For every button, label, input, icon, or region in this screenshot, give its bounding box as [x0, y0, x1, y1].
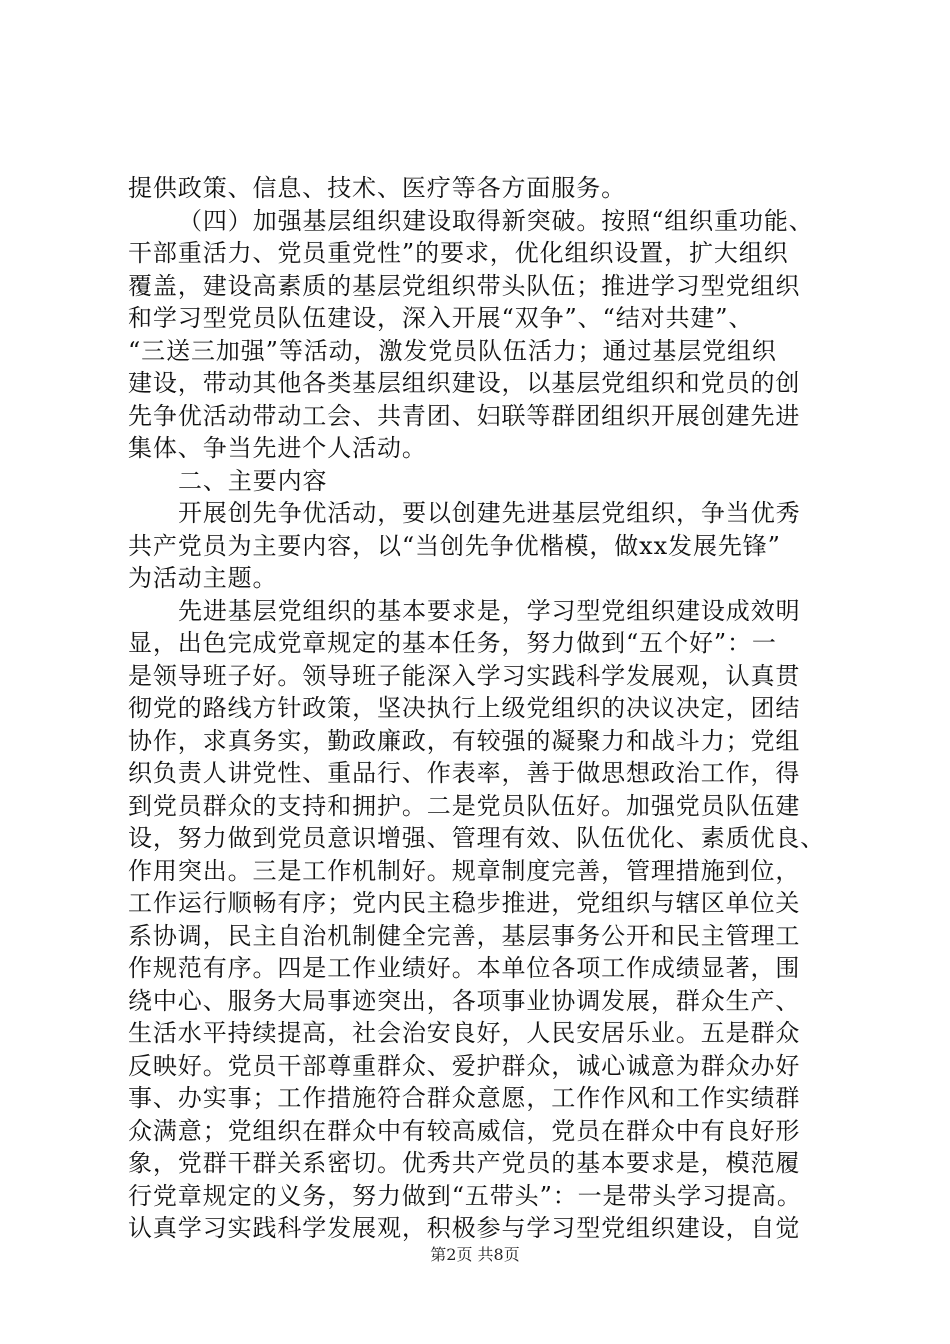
text-line: 作用突出。三是工作机制好。规章制度完善，管理措施到位，	[128, 856, 801, 885]
text-line: “三送三加强”等活动，激发党员队伍活力；通过基层党组织	[128, 336, 777, 365]
text-line: 事、办实事；工作措施符合群众意愿，工作作风和工作实绩群	[128, 1084, 801, 1112]
text-line: 二、主要内容	[178, 466, 328, 495]
text-line: 反映好。党员干部尊重群众、爱护群众，诚心诚意为群众办好	[128, 1051, 801, 1080]
text-line: 行党章规定的义务，努力做到“五带头”：一是带头学习提高。	[128, 1181, 802, 1210]
text-line: 织负责人讲党性、重品行、作表率，善于做思想政治工作，得	[128, 759, 801, 787]
text-line: 协作，求真务实，勤政廉政，有较强的凝聚力和战斗力；党组	[128, 726, 801, 755]
text-line: 绕中心、服务大局事迹突出，各项事业协调发展，群众生产、	[128, 986, 801, 1015]
text-line: 为活动主题。	[128, 564, 278, 592]
text-line: 共产党员为主要内容，以“当创先争优楷模，做xx发展先锋”	[128, 531, 781, 560]
text-line: 生活水平持续提高，社会治安良好，人民安居乐业。五是群众	[128, 1019, 801, 1047]
text-line: 众满意；党组织在群众中有较高威信，党员在群众中有良好形	[128, 1116, 801, 1145]
text-line: 工作运行顺畅有序；党内民主稳步推进，党组织与辖区单位关	[128, 889, 801, 917]
text-line: 是领导班子好。领导班子能深入学习实践科学发展观，认真贯	[128, 661, 801, 690]
text-line: 作规范有序。四是工作业绩好。本单位各项工作成绩显著，围	[128, 954, 801, 982]
text-line: 先争优活动带动工会、共青团、妇联等群团组织开展创建先进	[128, 401, 801, 430]
document-body	[128, 172, 828, 1245]
text-line: 提供政策、信息、技术、医疗等各方面服务。	[128, 174, 626, 202]
text-line: 到党员群众的支持和拥护。二是党员队伍好。加强党员队伍建	[128, 791, 801, 820]
text-line: 干部重活力、党员重党性”的要求，优化组织设置，扩大组织	[128, 239, 789, 267]
text-line: 和学习型党员队伍建设，深入开展“双争”、“结对共建”、	[128, 304, 754, 332]
text-line: 开展创先争优活动，要以创建先进基层党组织，争当优秀	[178, 499, 801, 527]
text-line: 覆盖，建设高素质的基层党组织带头队伍；推进学习型党组织	[128, 271, 801, 300]
text-line: 象，党群干群关系密切。优秀共产党员的基本要求是，模范履	[128, 1149, 801, 1177]
text-line: 建设，带动其他各类基层组织建设，以基层党组织和党员的创	[128, 369, 801, 397]
text-line: 显，出色完成党章规定的基本任务，努力做到“五个好”：一	[128, 629, 777, 657]
text-line: 集体、争当先进个人活动。	[128, 434, 427, 462]
text-line: 系协调，民主自治机制健全完善，基层事务公开和民主管理工	[128, 921, 801, 950]
text-line: 认真学习实践科学发展观，积极参与学习型党组织建设，自觉	[128, 1214, 801, 1242]
text-line: （四）加强基层组织建设取得新突破。按照“组织重功能、	[178, 206, 814, 235]
text-line: 彻党的路线方针政策，坚决执行上级党组织的决议决定，团结	[128, 694, 801, 722]
page-footer: 第2页 共8页	[430, 1245, 520, 1264]
text-line: 设，努力做到党员意识增强、管理有效、队伍优化、素质优良、	[128, 824, 826, 852]
text-line: 先进基层党组织的基本要求是，学习型党组织建设成效明	[178, 596, 801, 625]
